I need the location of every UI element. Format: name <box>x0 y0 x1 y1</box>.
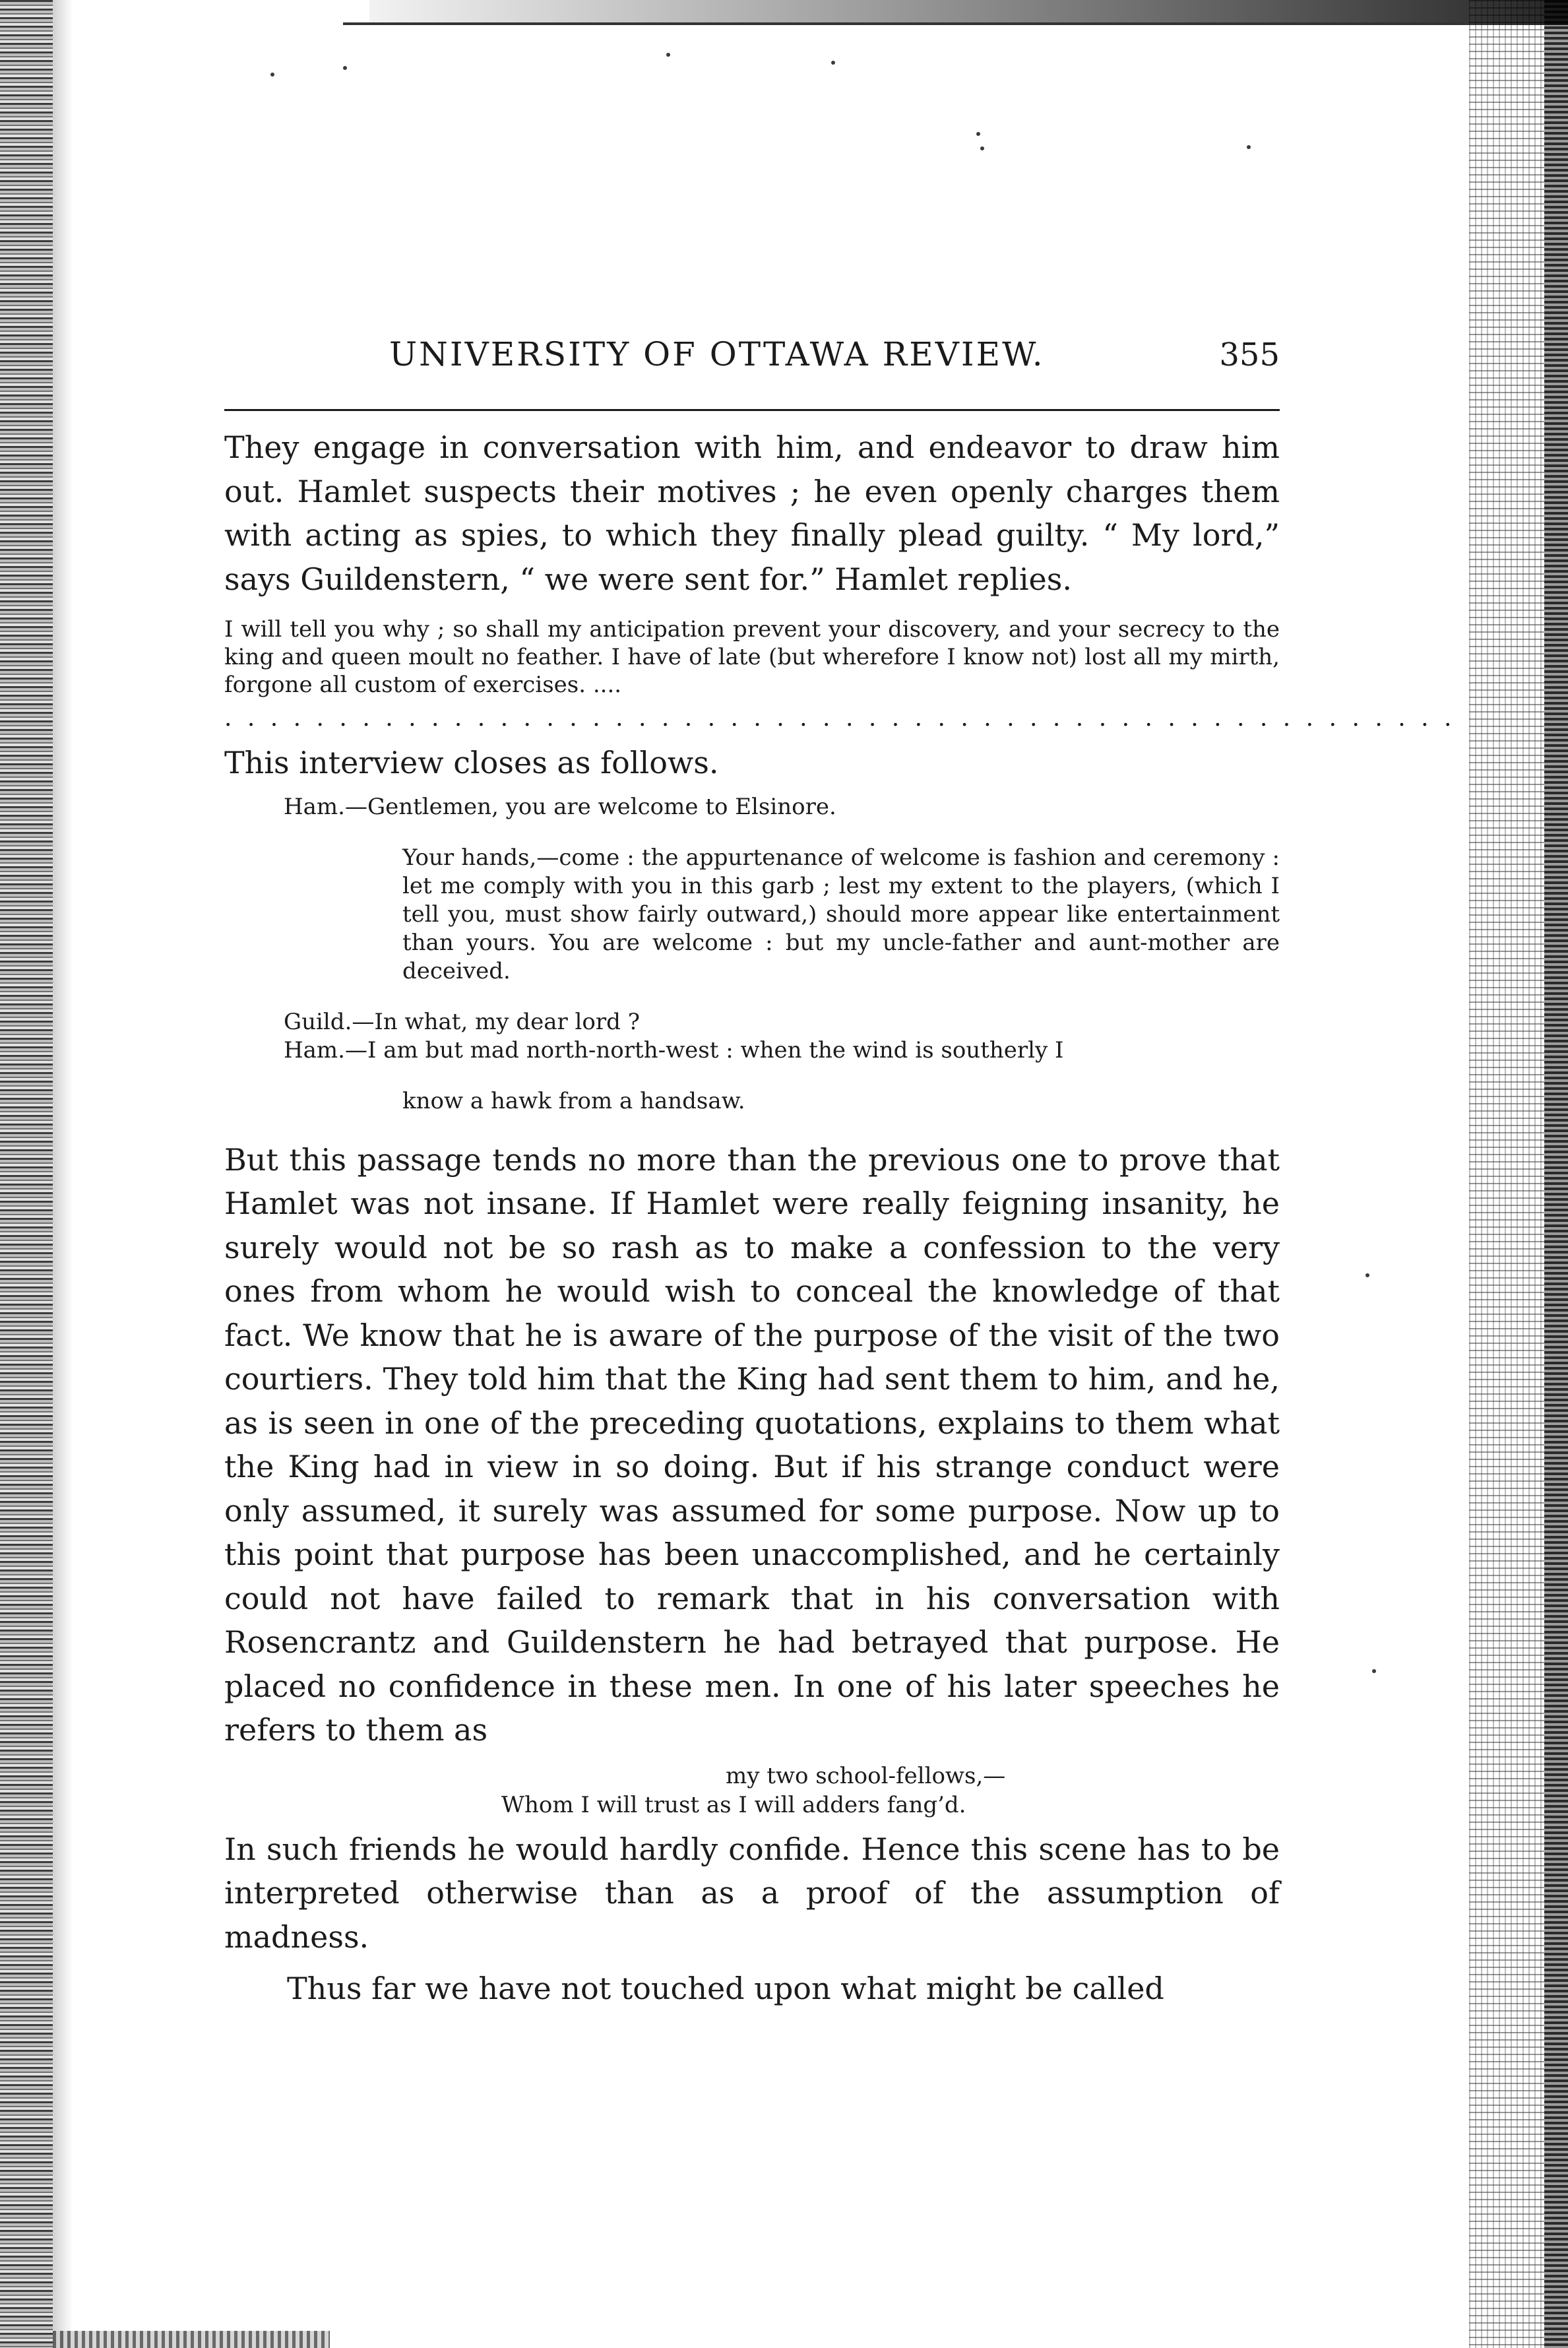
dialogue-guild: Guild.—In what, my dear lord ? <box>284 1008 640 1035</box>
scan-speck <box>666 53 670 57</box>
scan-speck <box>270 73 274 77</box>
scan-speck <box>980 146 984 150</box>
top-scan-edge <box>369 0 1568 25</box>
left-scan-edge <box>0 0 53 2348</box>
body-text <box>224 426 1456 2011</box>
page-number: 355 <box>1219 336 1280 373</box>
paragraph-2: This interview closes as follows. <box>224 745 719 780</box>
block-quote-1: I will tell you why ; so shall my anticipation prevent your discovery, and your secrecy to the king and queen moult no feather. I have of late (but wherefore I know not) lost all my mirth, forgone all custom of exercises. .... <box>224 616 1280 698</box>
paragraph-3: But this passage tends no more than the previous one to prove that Hamlet was not insane. If Hamlet were really feigning insanity, he surely would not be so rash as to make a confession to the very ones from whom he would wish to conceal the knowledge of that fact. We know that he is aware of the purpose of the visit of the two courtiers. They told him that the King had sent them to him, and he, as is seen in one of the preceding quotations, explains to them what the King had in view in so doing. But if his strange conduct were only assumed, it surely was assumed for some purpose. Now up to this point that purpose has been unaccomplished, and he certainly could not have failed to remark that in his conversation with Rosencrantz and Guildenstern he had betrayed that purpose. He placed no confidence in these men. In one of his later speeches he refers to them as <box>224 1141 1280 1748</box>
scan-speck <box>1372 1669 1376 1673</box>
right-scan-edge <box>1544 0 1568 2348</box>
scan-speck <box>1365 1273 1369 1277</box>
verse-line-1: my two school-fellows,— <box>726 1762 1006 1789</box>
paragraph-5: Thus far we have not touched upon what might be called <box>287 1971 1164 2006</box>
verse-quote <box>224 1761 1280 1820</box>
paragraph-4: In such friends he would hardly confide. Hence this scene has to be interpreted otherwise than as a proof of the assumption of madness. <box>224 1831 1280 1955</box>
left-scan-shadow <box>53 0 73 2348</box>
scan-speck <box>831 61 835 65</box>
verse-line-2: Whom I will trust as I will adders fang’d. <box>501 1791 966 1818</box>
dialogue-ham-1-cont: Your hands,—come : the appurtenance of welcome is fashion and ceremony : let me comply with you in this garb ; lest my extent to the players, (which I tell you, must show fairly outward,) should more appear like entertainment than yours. You are welcome : but my uncle-father and aunt-mother are deceived. <box>402 844 1280 984</box>
scan-speck <box>1247 145 1251 149</box>
ellipsis-dots: . . . . . . . . . . . . . . . . . . . . . . . . . . . . . . . . . . . . . . . . . . . . . . . . . . . . . . <box>224 705 1456 732</box>
paragraph-1: They engage in conversation with him, and endeavor to draw him out. Hamlet suspects their motives ; he even openly charges them with acting as spies, to which they finally plead guilty. “ My lord,” says Guildenstern, “ we were sent for.” Hamlet replies. <box>224 429 1280 597</box>
dialogue-ham-2: Ham.—I am but mad north-north-west : when the wind is southerly I <box>284 1036 1064 1063</box>
dialogue-ham-1: Ham.—Gentlemen, you are welcome to Elsinore. <box>284 793 836 820</box>
header-rule <box>224 409 1280 411</box>
scan-speck <box>343 66 347 70</box>
journal-title: UNIVERSITY OF OTTAWA REVIEW. <box>389 335 1045 373</box>
scan-speck <box>976 132 980 136</box>
top-scan-line <box>343 22 1464 25</box>
dialogue-quote <box>284 793 1280 1116</box>
bottom-scan-edge <box>53 2331 330 2348</box>
running-head <box>224 330 1280 389</box>
dialogue-ham-2-cont: know a hawk from a handsaw. <box>402 1087 745 1114</box>
